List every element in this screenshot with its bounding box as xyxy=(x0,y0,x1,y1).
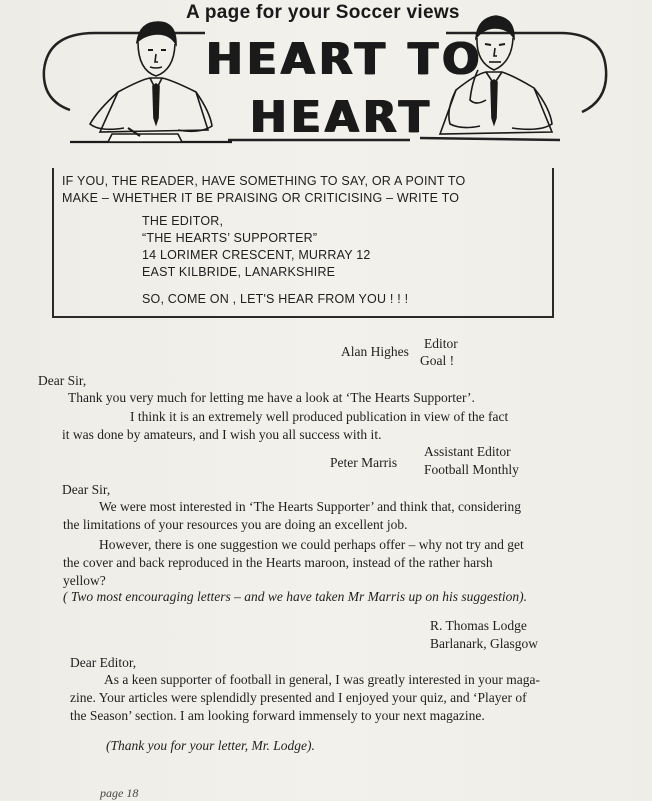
letter-2-line-5: yellow? xyxy=(63,573,106,588)
letter-1-sender-title-1: Editor xyxy=(424,336,458,351)
box-closing: SO, COME ON , LET'S HEAR FROM YOU ! ! ! xyxy=(142,292,409,306)
letter-3-line-3: the Season’ section. I am looking forward immensely to your next magazine. xyxy=(70,708,485,723)
letter-1-line-2: I think it is an extremely well produced publication in view of the fact xyxy=(130,409,509,424)
letter-2-greeting: Dear Sir, xyxy=(62,482,111,497)
page-number: page 18 xyxy=(100,786,139,800)
title-line-1: HEART TO xyxy=(206,34,484,85)
letter-1-sender-name: Alan Highes xyxy=(341,344,409,359)
box-intro-line-2: MAKE – WHETHER IT BE PRAISING OR CRITICISING – WRITE TO xyxy=(62,191,460,205)
letter-3-greeting: Dear Editor, xyxy=(70,655,137,670)
letter-2-editor-reply: ( Two most encouraging letters – and we have taken Mr Marris up on his suggestion). xyxy=(63,589,527,604)
submission-info-box xyxy=(52,168,554,318)
letter-2-sender-name: Peter Marris xyxy=(330,455,398,470)
letter-1-line-1: Thank you very much for letting me have a look at ‘The Hearts Supporter’. xyxy=(68,390,475,405)
page-tagline: A page for your Soccer views xyxy=(186,2,460,23)
address-line-3: 14 LORIMER CRESCENT, MURRAY 12 xyxy=(142,248,371,262)
letter-1-greeting: Dear Sir, xyxy=(38,373,87,388)
letter-3-sender-location: Barlanark, Glasgow xyxy=(430,636,538,651)
letter-1-sender-title-2: Goal ! xyxy=(420,353,455,368)
letter-3-line-1: As a keen supporter of football in general, I was greatly interested in your maga- xyxy=(104,672,540,687)
letter-3-editor-reply: (Thank you for your letter, Mr. Lodge). xyxy=(106,738,315,753)
address-line-1: THE EDITOR, xyxy=(142,214,224,228)
letter-2-sender-title-1: Assistant Editor xyxy=(424,444,511,459)
box-intro-line-1: IF YOU, THE READER, HAVE SOMETHING TO SAY, OR A POINT TO xyxy=(62,174,466,188)
address-line-4: EAST KILBRIDE, LANARKSHIRE xyxy=(142,265,336,279)
letter-1-line-3: it was done by amateurs, and I wish you all success with it. xyxy=(62,427,382,442)
banner-frame xyxy=(0,0,652,170)
title-line-2: HEART xyxy=(250,92,433,143)
letter-2-line-1: We were most interested in ‘The Hearts Supporter’ and think that, considering xyxy=(99,499,522,514)
letter-2-line-4: the cover and back reproduced in the Hearts maroon, instead of the rather harsh xyxy=(63,555,493,570)
letter-2-line-3: However, there is one suggestion we could perhaps offer – why not try and get xyxy=(99,537,524,552)
address-line-2: “THE HEARTS’ SUPPORTER” xyxy=(142,231,318,245)
letter-3-line-2: zine. Your articles were splendidly presented and I enjoyed your quiz, and ‘Player of xyxy=(70,690,527,705)
letter-3-sender-name: R. Thomas Lodge xyxy=(430,618,527,633)
letter-2-sender-title-2: Football Monthly xyxy=(424,462,519,477)
letter-2-line-2: the limitations of your resources you are doing an excellent job. xyxy=(63,517,408,532)
